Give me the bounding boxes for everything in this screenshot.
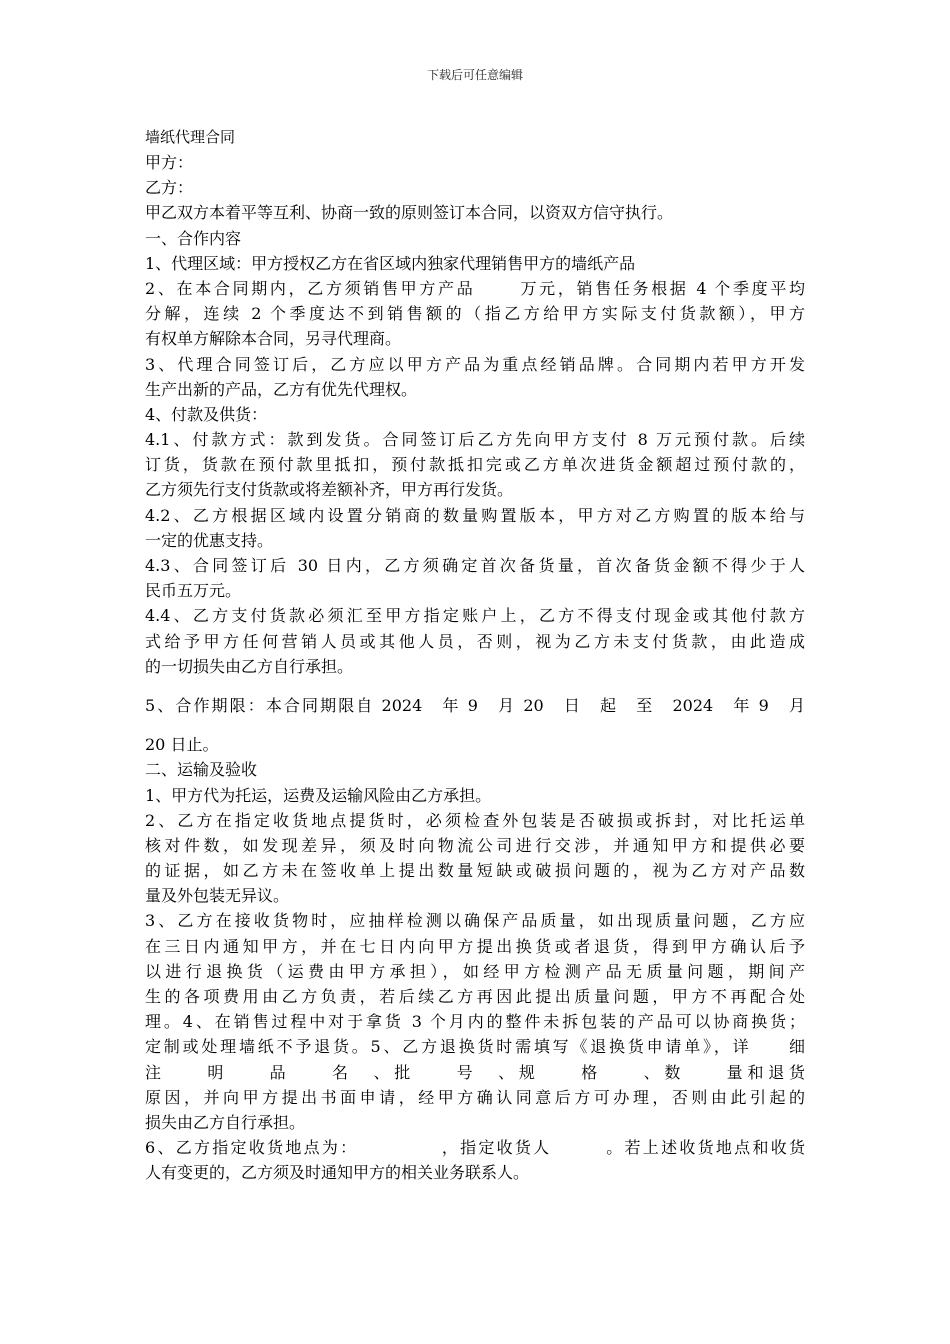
clause-line: 在三日内通知甲方，并在七日内向甲方提出换货或者退货，得到甲方确认后予 [145, 936, 805, 956]
section-heading: 一、合作内容 [145, 228, 242, 248]
clause-line: 的证据，如乙方未在签收单上提出数量短缺或破损问题的，视为乙方对产品数 [145, 861, 805, 881]
clause-line: 6、乙方指定收货地点为： ，指定收货人 。若上述收货地点和收货 [145, 1138, 805, 1158]
clause-line: 2、在本合同期内，乙方须销售甲方产品 万元，销售任务根据 4 个季度平均 [145, 278, 805, 298]
clause-line: 3、代理合同签订后，乙方应以甲方产品为重点经销品牌。合同期内若甲方开发 [145, 354, 805, 374]
clause-line: 核对件数，如发现差异，须及时向物流公司进行交涉，并通知甲方和提供必要 [145, 835, 805, 855]
clause-line: 的一切损失由乙方自行承担。 [145, 656, 354, 676]
clause-line: 生产出新的产品，乙方有优先代理权。 [145, 379, 418, 399]
clause-line: 3、乙方在接收货物时，应抽样检测以确保产品质量，如出现质量问题，乙方应 [145, 911, 805, 931]
clause-line: 有权单方解除本合同，另寻代理商。 [145, 329, 402, 349]
clause-line: 1、代理区域：甲方授权乙方在省区域内独家代理销售甲方的墙纸产品 [145, 253, 636, 273]
clause-line: 4.2、乙方根据区域内设置分销商的数量购置版本，甲方对乙方购置的版本给与 [145, 505, 805, 525]
clause-line: 定制或处理墙纸不予退货。5、乙方退换货时需填写《退换货申请单》，详 细 [145, 1037, 805, 1057]
clause-line: 4.1、付款方式：款到发货。合同签订后乙方先向甲方支付 8 万元预付款。后续 [145, 430, 805, 450]
term-line: 20 日止。 [145, 735, 219, 755]
clause-line: 以进行退换货（运费由甲方承担），如经甲方检测产品无质量问题，期间产 [145, 961, 805, 981]
clause-line: 损失由乙方自行承担。 [145, 1112, 306, 1132]
clause-line: 4、付款及供货： [145, 404, 268, 424]
document-body [145, 124, 805, 1186]
clause-line: 2、乙方在指定收货地点提货时，必须检查外包装是否破损或拆封，对比托运单 [145, 810, 805, 830]
clause-line: 生的各项费用由乙方负责，若后续乙方再因此提出质量问题，甲方不再配合处 [145, 987, 805, 1006]
clause-line: 原因，并向甲方提出书面申请，经甲方确认同意后方可办理，否则由此引起的 [145, 1087, 805, 1107]
clause-line: 人有变更的，乙方须及时通知甲方的相关业务联系人。 [145, 1163, 530, 1183]
party-b-line: 乙方： [145, 178, 194, 198]
clause-line: 民币五万元。 [145, 581, 242, 601]
clause-line: 1、甲方代为托运，运费及运输风险由乙方承担。 [145, 785, 492, 805]
clause-line: 式给予甲方任何营销人员或其他人员，否则，视为乙方未支付货款，由此造成 [145, 631, 805, 651]
document-title: 墙纸代理合同 [145, 128, 236, 146]
section-heading: 二、运输及验收 [145, 760, 258, 780]
clause-line: 量及外包装无异议。 [145, 886, 290, 906]
clause-line: 一定的优惠支持。 [145, 530, 274, 550]
clause-line: 订货，货款在预付款里抵扣，预付款抵扣完或乙方单次进货金额超过预付款的， [145, 455, 805, 475]
clause-line: 乙方须先行支付货款或将差额补齐，甲方再行发货。 [145, 480, 514, 500]
clause-line: 理。4、在销售过程中对于拿货 3 个月内的整件未拆包装的产品可以协商换货； [145, 1012, 805, 1032]
clause-line: 注 明 品 名 、批 号 、规 格 、数 量和退货 [145, 1062, 805, 1082]
preamble-line: 甲乙双方本着平等互利、协商一致的原则签订本合同，以资双方信守执行。 [145, 203, 674, 223]
page-header-note: 下载后可任意编辑 [426, 68, 523, 82]
party-a-line: 甲方： [145, 153, 194, 172]
clause-line: 4.4、乙方支付货款必须汇至甲方指定账户上，乙方不得支付现金或其他付款方 [145, 606, 805, 626]
clause-line: 分解，连续 2 个季度达不到销售额的（指乙方给甲方实际支付货款额），甲方 [145, 304, 805, 324]
clause-line: 4.3、合同签订后 30 日内，乙方须确定首次备货量，首次备货金额不得少于人 [145, 556, 805, 575]
term-line: 5、合作期限：本合同期限自 2024 年 9 月 20 日 起 至 2024 年 9 月 [145, 695, 805, 715]
